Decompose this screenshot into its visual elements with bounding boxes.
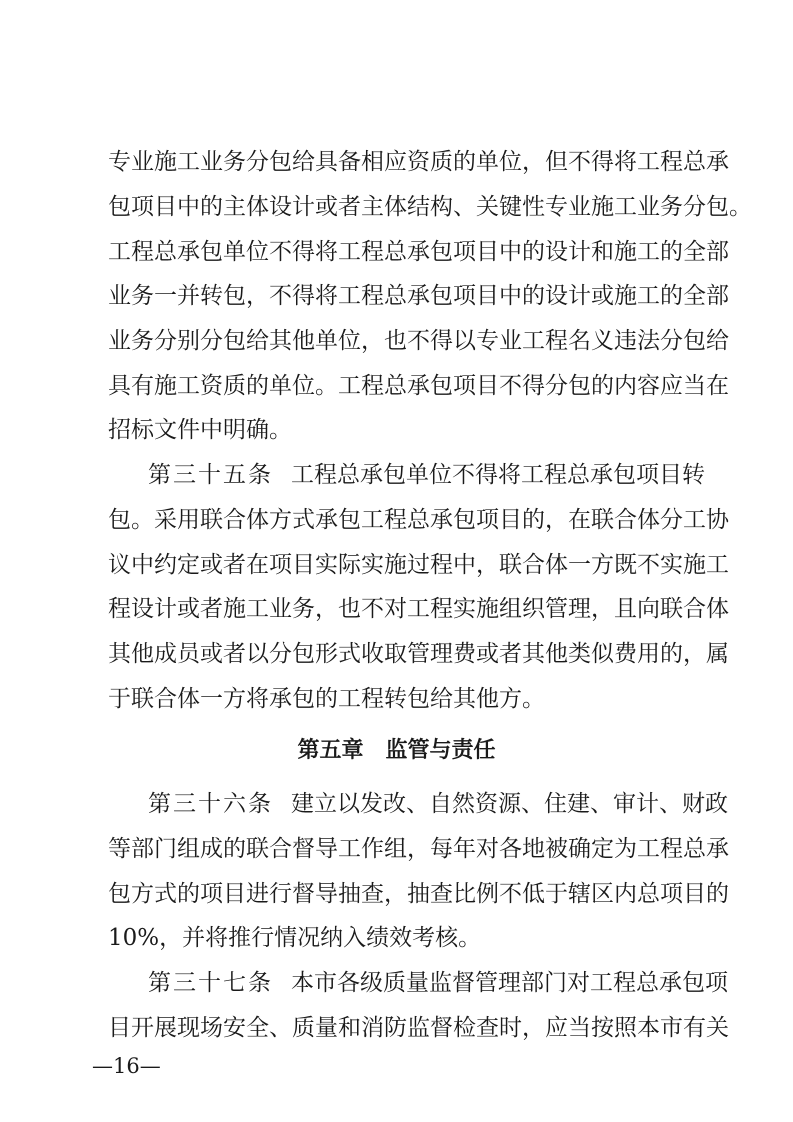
text-line: 工程总承包单位不得将工程总承包项目中的设计和施工的全部 [108, 239, 729, 265]
article-35-label: 第三十五条 [148, 462, 273, 488]
text-line: 10%，并将推行情况纳入绩效考核。 [108, 925, 482, 951]
article-37-text: 本市各级质量监督管理部门对工程总承包项 [291, 970, 728, 996]
article-35-first-line [148, 455, 705, 495]
text-line: 于联合体一方将承包的工程转包给其他方。 [108, 686, 545, 712]
text-line: 包项目中的主体设计或者主体结构、关键性专业施工业务分包。 [108, 194, 752, 220]
article-35-text: 工程总承包单位不得将工程总承包项目转 [291, 462, 705, 488]
text-line: 专业施工业务分包给具备相应资质的单位，但不得将工程总承 [108, 149, 729, 175]
text-line: 程设计或者施工业务，也不对工程实施组织管理，且向联合体 [108, 596, 729, 622]
page-number: —16— [92, 1054, 161, 1078]
article-36-text: 建立以发改、自然资源、住建、审计、财政 [291, 791, 728, 817]
article-37-first-line [148, 963, 728, 1003]
article-37-label: 第三十七条 [148, 970, 273, 996]
text-line: 等部门组成的联合督导工作组，每年对各地被确定为工程总承 [108, 836, 729, 862]
text-line: 目开展现场安全、质量和消防监督检查时，应当按照本市有关 [108, 1015, 729, 1041]
text-line: 业务一并转包，不得将工程总承包项目中的设计或施工的全部 [108, 283, 729, 309]
text-line: 业务分别分包给其他单位，也不得以专业工程名义违法分包给 [108, 328, 729, 354]
chapter-number: 第五章 [297, 738, 364, 763]
text-line: 包。采用联合体方式承包工程总承包项目的，在联合体分工协 [108, 507, 729, 533]
text-line: 其他成员或者以分包形式收取管理费或者其他类似费用的，属 [108, 641, 729, 667]
chapter-heading [0, 731, 793, 771]
text-line: 包方式的项目进行督导抽查，抽查比例不低于辖区内总项目的 [108, 881, 729, 907]
chapter-title: 监管与责任 [385, 738, 496, 763]
text-line: 议中约定或者在项目实际实施过程中，联合体一方既不实施工 [108, 552, 729, 578]
text-line: 具有施工资质的单位。工程总承包项目不得分包的内容应当在 [108, 373, 729, 399]
text-line: 招标文件中明确。 [108, 417, 292, 443]
article-36-label: 第三十六条 [148, 791, 273, 817]
article-36-first-line [148, 784, 728, 824]
